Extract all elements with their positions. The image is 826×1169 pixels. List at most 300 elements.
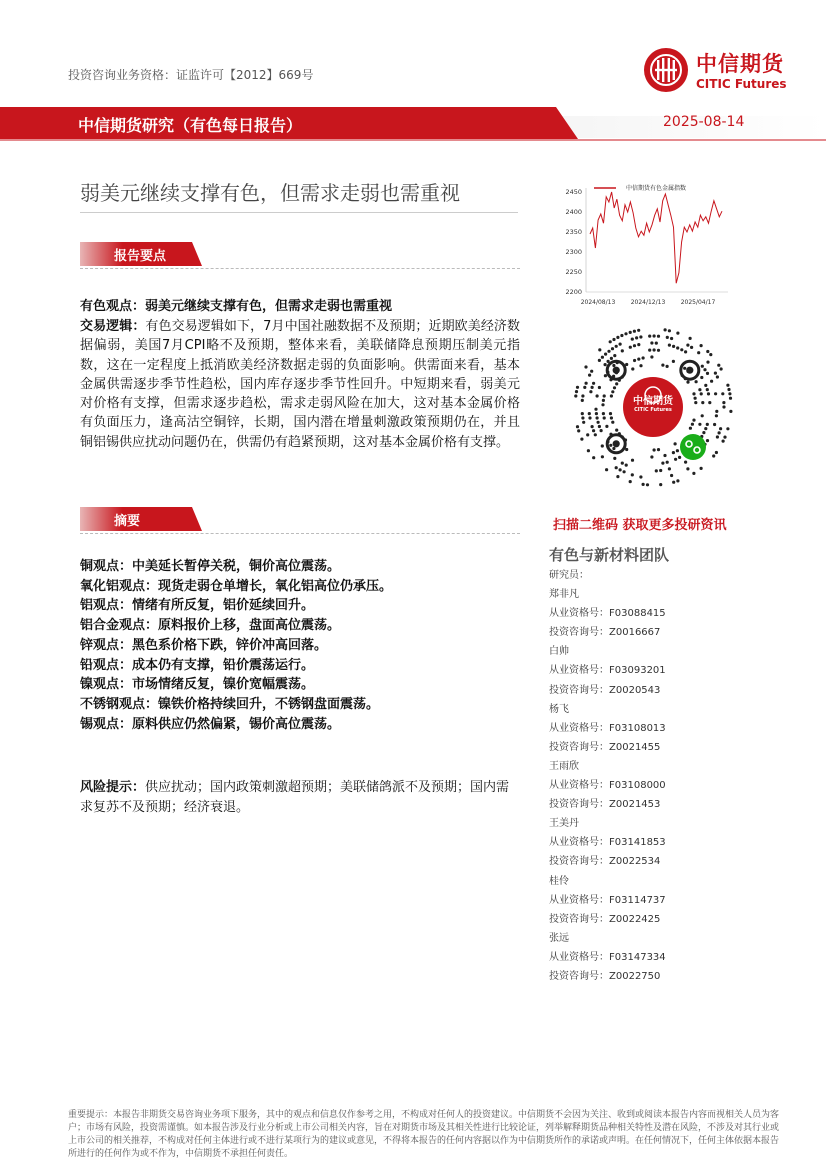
analyst-name: 王雨欣 xyxy=(549,760,579,772)
qr-dot xyxy=(686,344,689,347)
qr-dot xyxy=(691,423,694,426)
qr-dot xyxy=(698,423,701,426)
qr-dot xyxy=(583,386,586,389)
qr-dot xyxy=(594,408,597,411)
qr-dot xyxy=(609,412,612,415)
cert-number-value: F03114737 xyxy=(609,894,666,906)
qr-dot xyxy=(700,467,703,470)
cert-number xyxy=(549,833,666,852)
qr-dot xyxy=(598,425,601,428)
qr-dot xyxy=(602,399,605,402)
qr-dot xyxy=(722,405,725,408)
qr-dot xyxy=(612,338,615,341)
qr-dot xyxy=(690,346,693,349)
list-item: 氧化铝观点：现货走弱仓单增长，氧化铝高位仍承压。 xyxy=(80,578,393,594)
qr-dot xyxy=(621,462,624,465)
qr-dot xyxy=(722,401,725,404)
advisor-number xyxy=(549,738,666,757)
list-item: 锡观点：原料供应仍然偏紧，锡价高位震荡。 xyxy=(80,716,341,732)
role-label: 研究员： xyxy=(549,570,589,581)
advisor-number xyxy=(549,795,666,814)
qr-dot xyxy=(590,370,593,373)
analyst-name: 郑非凡 xyxy=(549,589,579,601)
list-item: 铝观点：情绪有所反复，铝价延续回升。 xyxy=(80,598,315,614)
qr-dot xyxy=(642,483,645,486)
advisor-number xyxy=(549,852,666,871)
view-label: 有色观点： xyxy=(80,299,146,314)
qr-dot xyxy=(592,429,595,432)
qr-dot xyxy=(701,414,704,417)
cert-number-label: 从业资格号： xyxy=(549,894,609,906)
qr-dot xyxy=(603,394,606,397)
qr-dot xyxy=(588,412,591,415)
qr-dot xyxy=(648,335,651,338)
qr-dot xyxy=(708,401,711,404)
advisor-number-label: 投资咨询号： xyxy=(549,913,609,925)
qr-dot xyxy=(720,367,723,370)
qr-dot xyxy=(596,394,599,397)
chart-y-tick-label: 2450 xyxy=(565,188,582,196)
qr-dot xyxy=(611,390,614,393)
qr-dot xyxy=(653,334,656,337)
qr-dot xyxy=(676,449,679,452)
qr-dot xyxy=(589,390,592,393)
qr-dot xyxy=(716,435,719,438)
qr-dot xyxy=(612,447,615,450)
advisor-number-value: Z0022750 xyxy=(609,970,661,982)
report-date: 2025-08-14 xyxy=(663,114,745,130)
qr-dot xyxy=(613,457,616,460)
list-item: 锌观点：黑色系价格下跌，锌价冲高回落。 xyxy=(80,637,328,653)
qr-dot xyxy=(657,349,660,352)
qr-dot xyxy=(706,439,709,442)
qr-dot xyxy=(670,474,673,477)
qr-dot xyxy=(666,365,669,368)
qr-dot xyxy=(684,350,687,353)
qr-dot xyxy=(600,429,603,432)
analyst-name: 王美丹 xyxy=(549,818,579,830)
qr-dot xyxy=(695,380,698,383)
logo-en-text: CITIC Futures xyxy=(696,77,787,91)
qr-dot xyxy=(588,416,591,419)
qr-dot xyxy=(633,359,636,362)
qr-code[interactable] xyxy=(568,322,738,512)
qr-dot xyxy=(637,329,640,332)
qr-dot xyxy=(668,329,671,332)
qr-dot xyxy=(639,364,642,367)
advisor-number-label: 投资咨询号： xyxy=(549,799,609,811)
chart-y-tick-label: 2250 xyxy=(565,268,582,276)
qr-dot xyxy=(686,467,689,470)
qr-dot xyxy=(604,363,607,366)
qr-dot xyxy=(623,470,626,473)
qr-dot xyxy=(637,358,640,361)
qr-dot xyxy=(655,342,658,345)
qr-center-logo xyxy=(628,392,678,413)
section-header-summary xyxy=(80,507,520,531)
qr-dot xyxy=(601,403,604,406)
qr-dot xyxy=(700,376,703,379)
qr-dot xyxy=(581,412,584,415)
chart-legend-label: 中信期货有色金属指数 xyxy=(626,185,687,192)
qr-dot xyxy=(701,401,704,404)
qr-dot xyxy=(650,455,653,458)
analyst-name: 杨飞 xyxy=(549,703,569,715)
title-banner xyxy=(0,104,826,142)
cert-number xyxy=(549,776,666,795)
cert-number xyxy=(549,891,666,910)
qr-dot xyxy=(710,380,713,383)
qr-dot xyxy=(664,328,667,331)
qr-finder-top-right-center xyxy=(686,367,693,374)
chart-y-tick-label: 2400 xyxy=(565,208,582,216)
qr-dot xyxy=(722,440,725,443)
qr-dot xyxy=(704,427,707,430)
qr-dot xyxy=(591,386,594,389)
qr-dot xyxy=(639,335,642,338)
team-title: 有色与新材料团队 xyxy=(549,546,670,564)
qr-dot xyxy=(629,480,632,483)
list-item: 不锈钢观点：镍铁价格持续回升，不锈钢盘面震荡。 xyxy=(80,696,380,712)
analyst-list xyxy=(549,566,666,986)
advisor-number-label: 投资咨询号： xyxy=(549,741,609,753)
risk-paragraph xyxy=(80,778,520,818)
qr-dot xyxy=(596,416,599,419)
qr-dot xyxy=(620,334,623,337)
risk-label: 风险提示： xyxy=(80,780,146,795)
qr-dot xyxy=(726,384,729,387)
cert-number-value: F03088415 xyxy=(609,608,666,620)
qr-dot xyxy=(718,431,721,434)
qr-dot xyxy=(712,454,715,457)
qr-dot xyxy=(598,359,601,362)
qr-dot xyxy=(604,353,607,356)
qr-dot xyxy=(591,425,594,428)
disclaimer: 重要提示：本报告非期货交易咨询业务项下服务，其中的观点和信息仅作参考之用，不构成对任何人的投资建议。中信期货不会因为关注、收到或阅读本报告内容而视相关人员为客户；市场有风险，投资需谨慎。如本报告涉及行业分析或上市公司相关内容，旨在对期货市场及其相关性进行比较论证，列举解释期货品种相关特性及潜在风险，不涉及对其行业或上市公司的相关推荐，不构成对任何主体进行或不进行某项行为的建议或意见，不得将本报告的任何内容据以作为中信期货所作的承诺或声明。在任何情况下，任何主体依据本报告所进行的任何作为或不作为，中信期货不承担任何责任。 xyxy=(68,1110,780,1159)
advisor-number-value: Z0021455 xyxy=(609,741,661,753)
qr-dot xyxy=(601,356,604,359)
qr-dot xyxy=(702,431,705,434)
qr-dot xyxy=(597,421,600,424)
qr-dot xyxy=(588,374,591,377)
qr-dot xyxy=(706,388,709,391)
qr-dot xyxy=(616,475,619,478)
chart-y-tick-label: 2200 xyxy=(565,288,582,296)
list-item: 镍观点：市场情绪反复，镍价宽幅震荡。 xyxy=(80,677,315,693)
qr-finder-bottom-left-center xyxy=(613,440,620,447)
qr-dot xyxy=(610,416,613,419)
section-label: 报告要点 xyxy=(114,249,167,264)
qr-dot xyxy=(629,346,632,349)
qr-finder-top-left-center xyxy=(613,367,620,374)
list-item: 铜观点：中美延长暂停关税，铜价高位震荡。 xyxy=(80,559,341,574)
qr-dot xyxy=(650,355,653,358)
qr-dot xyxy=(653,448,656,451)
qr-dot xyxy=(581,394,584,397)
qr-dot xyxy=(611,421,614,424)
list-item: 铝合金观点：原料报价上移，盘面高位震荡。 xyxy=(80,618,341,634)
qr-dot xyxy=(689,427,692,430)
logic-text: 有色交易逻辑如下，7月中国社融数据不及预期；近期欧美经济数据偏弱，美国7月CPI略不及预期，整体来看，美联储降息预期压制美元指数，这在一定程度上抵消欧美经济数据走弱的负面影响。供需面来看，基本金属供需逐步季节性趋松，国内库存逐步季节性回升。中短期来看，弱美元对价格有支撑，但需求逐步趋松，需求走弱风险在加大，这对基本金属价格有负面压力，逢高沽空铜锌，长期，国内潜在增量刺激政策预期仍在，并且铜铝锡供应扰动问题仍在，供需仍有趋紧预期，这对基本金属价格有支撑。 xyxy=(80,319,520,450)
advisor-number xyxy=(549,681,666,700)
qr-dot xyxy=(694,397,697,400)
chart-y-tick-label: 2300 xyxy=(565,248,582,256)
qr-dot xyxy=(637,343,640,346)
qr-dot xyxy=(686,381,689,384)
citic-logo-icon xyxy=(642,46,690,94)
advisor-number-label: 投资咨询号： xyxy=(549,970,609,982)
qr-dot xyxy=(615,466,618,469)
qr-dot xyxy=(613,386,616,389)
qr-dot xyxy=(715,414,718,417)
key-view-paragraph xyxy=(80,297,520,316)
qr-dot xyxy=(577,429,580,432)
analyst-name: 白帅 xyxy=(549,646,569,658)
qr-dot xyxy=(706,423,709,426)
qr-dot xyxy=(715,451,718,454)
qr-dot xyxy=(678,456,681,459)
advisor-number xyxy=(549,623,666,642)
qr-dot xyxy=(615,345,618,348)
qr-dot xyxy=(594,433,597,436)
qr-dot xyxy=(576,386,579,389)
qr-dot xyxy=(574,394,577,397)
qr-dot xyxy=(635,336,638,339)
advisor-number xyxy=(549,910,666,929)
cert-number xyxy=(549,948,666,967)
qr-dot xyxy=(674,442,677,445)
summary-list xyxy=(80,557,392,734)
qr-dot xyxy=(615,429,618,432)
headline: 弱美元继续支撑有色，但需求走弱也需重视 xyxy=(80,181,460,205)
advisor-number-value: Z0016667 xyxy=(609,627,661,639)
qr-dot xyxy=(601,455,604,458)
qr-dot xyxy=(607,350,610,353)
qr-dot xyxy=(698,388,701,391)
qr-dot xyxy=(603,416,606,419)
qr-dot xyxy=(619,343,622,346)
qr-dot xyxy=(615,382,618,385)
advisor-number-label: 投资咨询号： xyxy=(549,627,609,639)
qr-dot xyxy=(633,330,636,333)
advisor-number-value: Z0021453 xyxy=(609,799,661,811)
cert-number-value: F03108000 xyxy=(609,780,666,792)
banner-title: 中信期货研究（有色每日报告） xyxy=(78,116,303,135)
qr-dot xyxy=(610,357,613,360)
logo-cn-text: 中信期货 xyxy=(696,52,784,76)
qr-dot xyxy=(580,438,583,441)
qr-dot xyxy=(585,382,588,385)
qr-dot xyxy=(605,425,608,428)
qr-dot xyxy=(601,444,604,447)
qr-dot xyxy=(666,461,669,464)
qr-dot xyxy=(621,349,624,352)
cert-number-value: F03141853 xyxy=(609,837,666,849)
qr-dot xyxy=(672,360,675,363)
qr-dot xyxy=(604,374,607,377)
qr-dot xyxy=(657,335,660,338)
qr-dot xyxy=(629,331,632,334)
view-text: 弱美元继续支撑有色，但需求走弱也需重视 xyxy=(145,299,393,314)
qr-dot xyxy=(715,410,718,413)
qr-dot xyxy=(584,365,587,368)
qr-dot xyxy=(672,451,675,454)
chart-series-line xyxy=(590,192,722,283)
qr-dot xyxy=(694,401,697,404)
qr-dot xyxy=(714,372,717,375)
qr-dot xyxy=(616,336,619,339)
qr-dot xyxy=(610,394,613,397)
qr-dot xyxy=(592,382,595,385)
qr-dot xyxy=(586,433,589,436)
qr-caption: 扫描二维码 获取更多投研资讯 xyxy=(553,518,727,533)
chart-y-tick-label: 2350 xyxy=(565,228,582,236)
cert-number-value: F03147334 xyxy=(609,951,666,963)
qr-dot xyxy=(648,349,651,352)
qr-dot xyxy=(700,344,703,347)
qr-dot xyxy=(692,472,695,475)
cert-number-label: 从业资格号： xyxy=(549,608,609,620)
qr-dot xyxy=(709,353,712,356)
qr-dot xyxy=(625,464,628,467)
cert-number xyxy=(549,604,666,623)
qr-dot xyxy=(581,416,584,419)
qr-dot xyxy=(576,425,579,428)
qr-dot xyxy=(729,410,732,413)
qr-dot xyxy=(670,337,673,340)
qr-dot xyxy=(721,392,724,395)
analyst-name: 桂伶 xyxy=(549,875,569,887)
qr-dot xyxy=(663,454,666,457)
qr-dot xyxy=(631,459,634,462)
qr-dot xyxy=(661,462,664,465)
qr-dot xyxy=(707,392,710,395)
advisor-number-value: Z0022534 xyxy=(609,856,661,868)
qr-dot xyxy=(726,427,729,430)
qr-dot xyxy=(716,375,719,378)
qr-dot xyxy=(655,469,658,472)
logic-label: 交易逻辑： xyxy=(80,319,146,334)
wechat-mini-program-icon xyxy=(680,434,706,460)
qr-dot xyxy=(689,337,692,340)
risk-text: 供应扰动；国内政策刺激超预期；美联储鸽派不及预期；国内需求复苏不及预期；经济衰退。 xyxy=(80,780,510,815)
qualification-text: 投资咨询业务资格：证监许可【2012】669号 xyxy=(68,68,314,82)
qr-dot xyxy=(602,412,605,415)
chart-x-tick-label: 2024/08/13 xyxy=(580,299,616,306)
qr-dot xyxy=(605,468,608,471)
qr-dot xyxy=(706,361,709,364)
qr-dot xyxy=(581,399,584,402)
qr-dot xyxy=(666,336,669,339)
qr-dot xyxy=(592,456,595,459)
qr-dot xyxy=(624,332,627,335)
qr-dot xyxy=(676,479,679,482)
qr-dot xyxy=(657,448,660,451)
qr-logo-en: CITIC Futures xyxy=(634,407,672,413)
cert-number-label: 从业资格号： xyxy=(549,665,609,677)
qr-dot xyxy=(727,388,730,391)
advisor-number-label: 投资咨询号： xyxy=(549,856,609,868)
qr-dot xyxy=(631,367,634,370)
qr-dot xyxy=(659,483,662,486)
qr-dot xyxy=(674,458,677,461)
cert-number xyxy=(549,719,666,738)
divider xyxy=(80,212,518,213)
qr-dot xyxy=(684,461,687,464)
qr-dot xyxy=(672,345,675,348)
qr-dot xyxy=(598,348,601,351)
qr-dot xyxy=(713,423,716,426)
qr-dot xyxy=(619,468,622,471)
qr-dot xyxy=(609,340,612,343)
qr-dot xyxy=(706,350,709,353)
qr-dot xyxy=(668,344,671,347)
qr-dot xyxy=(646,483,649,486)
cert-number-label: 从业资格号： xyxy=(549,722,609,734)
qr-dot xyxy=(661,364,664,367)
qr-dot xyxy=(631,473,634,476)
qr-dot xyxy=(587,449,590,452)
qr-dot xyxy=(697,351,700,354)
section-header-key-points xyxy=(80,242,520,266)
qr-dot xyxy=(717,364,720,367)
cert-number-value: F03093201 xyxy=(609,665,666,677)
qr-dot xyxy=(582,421,585,424)
advisor-number-value: Z0020543 xyxy=(609,684,661,696)
qr-dot xyxy=(676,346,679,349)
cert-number-label: 从业资格号： xyxy=(549,837,609,849)
chart-x-tick-label: 2025/04/17 xyxy=(680,299,716,306)
index-chart xyxy=(552,178,732,312)
qr-dot xyxy=(659,469,662,472)
qr-dot xyxy=(598,386,601,389)
qr-dot xyxy=(650,341,653,344)
qr-dot xyxy=(692,392,695,395)
qr-dot xyxy=(595,412,598,415)
cert-number-label: 从业资格号： xyxy=(549,780,609,792)
qr-dot xyxy=(639,475,642,478)
cert-number-label: 从业资格号： xyxy=(549,951,609,963)
qr-dot xyxy=(676,332,679,335)
qr-dot xyxy=(633,344,636,347)
qr-dot xyxy=(631,338,634,341)
qr-dot xyxy=(723,436,726,439)
chart-x-tick-label: 2024/12/13 xyxy=(630,299,666,306)
qr-dot xyxy=(668,467,671,470)
qr-dot xyxy=(672,481,675,484)
qr-dot xyxy=(612,364,615,367)
qr-dot xyxy=(703,368,706,371)
qr-dot xyxy=(714,392,717,395)
qr-dot xyxy=(692,419,695,422)
qr-dot xyxy=(700,392,703,395)
qr-dot xyxy=(653,348,656,351)
advisor-number-label: 投资咨询号： xyxy=(549,684,609,696)
list-item: 铅观点：成本仍有支撑，铅价震荡运行。 xyxy=(80,657,315,673)
qr-dot xyxy=(611,347,614,350)
qr-dot xyxy=(706,372,709,375)
qr-dot xyxy=(701,365,704,368)
qr-dot xyxy=(642,356,645,359)
trade-logic-paragraph xyxy=(80,317,520,452)
advisor-number-value: Z0022425 xyxy=(609,913,661,925)
qr-dot xyxy=(728,392,731,395)
chart-svg xyxy=(552,178,732,312)
advisor-number xyxy=(549,967,666,986)
cert-number-value: F03108013 xyxy=(609,722,666,734)
qr-dot xyxy=(609,444,612,447)
section-label: 摘要 xyxy=(114,514,141,529)
